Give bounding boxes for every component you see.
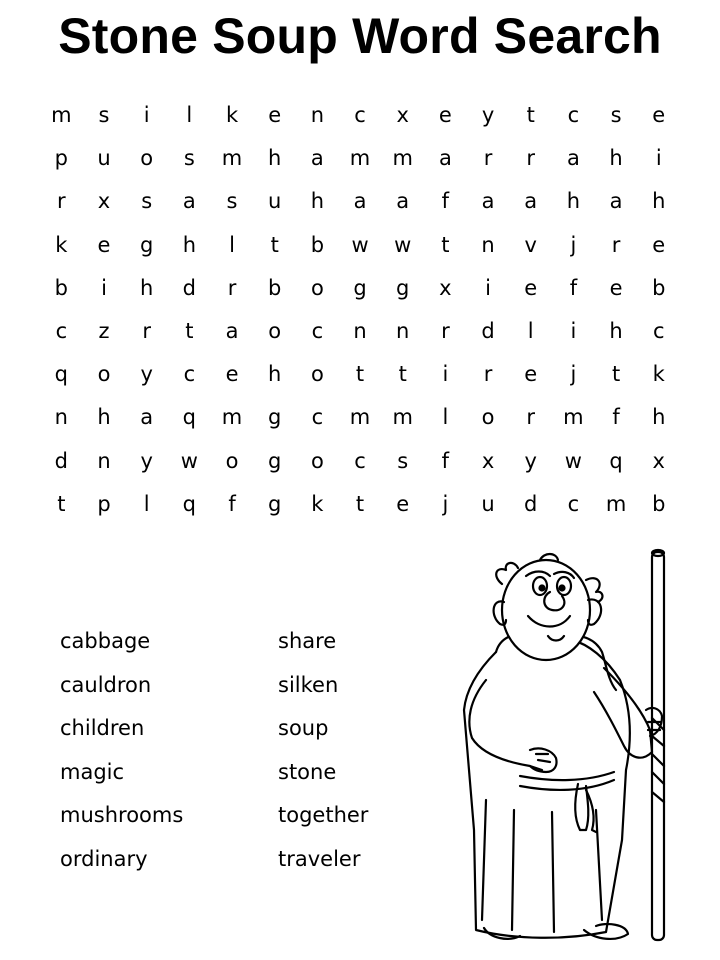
grid-letter: s: [610, 103, 622, 128]
grid-row: [40, 180, 680, 223]
grid-row: [40, 396, 680, 439]
grid-letter: m: [221, 146, 243, 171]
grid-letter: q: [182, 405, 197, 430]
grid-letter: i: [442, 362, 449, 387]
grid-letter: t: [270, 232, 279, 257]
grid-letter: d: [481, 319, 495, 344]
search-word: together: [278, 803, 369, 827]
grid-letter: h: [140, 275, 154, 300]
grid-letter: f: [441, 189, 450, 214]
grid-letter: i: [570, 319, 577, 344]
grid-letter: a: [182, 189, 196, 214]
grid-letter: e: [524, 275, 538, 300]
staff-drawing: [652, 550, 664, 940]
grid-letter: r: [483, 146, 493, 171]
grid-letter: f: [569, 275, 578, 300]
grid-letter: r: [526, 405, 536, 430]
grid-letter: d: [54, 448, 68, 473]
grid-letter: a: [310, 146, 324, 171]
grid-letter: t: [441, 232, 450, 257]
grid-letter: b: [652, 491, 666, 516]
search-word: ordinary: [60, 846, 148, 871]
grid-letter: e: [396, 491, 410, 516]
word-list-column-1: [60, 620, 183, 881]
grid-letter: h: [652, 189, 666, 214]
grid-letter: o: [140, 146, 154, 171]
letter-grid: [40, 94, 680, 526]
search-word: cabbage: [60, 629, 151, 653]
grid-letter: b: [310, 232, 325, 257]
grid-letter: d: [524, 491, 538, 516]
grid-letter: i: [655, 146, 662, 171]
grid-letter: p: [54, 146, 68, 171]
monk-illustration: [456, 540, 676, 950]
grid-letter: c: [55, 319, 68, 344]
grid-row: [40, 267, 680, 310]
grid-letter: e: [268, 103, 282, 128]
grid-letter: r: [526, 146, 536, 171]
grid-letter: a: [438, 146, 452, 171]
grid-letter: f: [441, 448, 450, 473]
grid-letter: l: [527, 319, 534, 344]
grid-letter: u: [481, 491, 495, 516]
grid-row: [40, 483, 680, 526]
grid-letter: h: [310, 189, 325, 214]
grid-letter: z: [98, 319, 110, 344]
grid-letter: q: [54, 362, 68, 387]
grid-letter: x: [481, 448, 495, 473]
grid-letter: g: [268, 405, 282, 430]
grid-letter: h: [97, 405, 111, 430]
grid-letter: c: [311, 319, 324, 344]
grid-letter: g: [268, 491, 282, 516]
grid-letter: t: [398, 362, 407, 387]
grid-row: [40, 94, 680, 137]
grid-letter: y: [140, 362, 153, 387]
grid-letter: t: [57, 491, 66, 516]
grid-letter: m: [349, 405, 371, 430]
grid-letter: g: [396, 275, 410, 300]
search-word: cauldron: [60, 672, 152, 697]
grid-letter: t: [611, 362, 621, 387]
search-word: magic: [60, 759, 125, 784]
grid-letter: e: [225, 362, 239, 387]
grid-letter: k: [225, 103, 239, 128]
grid-letter: k: [652, 362, 665, 387]
grid-letter: r: [57, 189, 66, 214]
grid-letter: o: [97, 362, 111, 387]
grid-letter: u: [97, 146, 111, 171]
grid-letter: m: [51, 103, 72, 128]
grid-letter: y: [481, 103, 495, 128]
grid-letter: j: [570, 232, 577, 257]
grid-letter: n: [396, 319, 410, 344]
grid-letter: i: [143, 103, 150, 128]
grid-letter: g: [268, 448, 282, 473]
grid-letter: n: [481, 232, 495, 257]
grid-letter: g: [140, 232, 154, 257]
grid-letter: o: [310, 362, 324, 387]
grid-letter: d: [182, 275, 197, 300]
grid-letter: o: [268, 319, 282, 344]
grid-letter: n: [310, 103, 325, 128]
grid-letter: q: [609, 448, 623, 473]
grid-letter: m: [392, 405, 413, 430]
grid-letter: g: [353, 275, 367, 300]
grid-letter: h: [268, 146, 282, 171]
grid-letter: w: [564, 448, 582, 473]
grid-letter: t: [355, 362, 365, 387]
grid-letter: a: [609, 189, 623, 214]
grid-letter: h: [268, 362, 282, 387]
search-word: silken: [278, 672, 339, 697]
grid-letter: c: [354, 103, 366, 128]
grid-letter: e: [652, 232, 666, 257]
grid-letter: j: [442, 491, 449, 516]
grid-letter: o: [225, 448, 239, 473]
grid-letter: e: [438, 103, 452, 128]
word-list-column-2: [278, 620, 368, 881]
grid-letter: e: [609, 275, 623, 300]
grid-letter: b: [54, 275, 68, 300]
grid-letter: c: [567, 103, 580, 128]
grid-letter: s: [98, 103, 110, 128]
grid-letter: x: [396, 103, 409, 128]
grid-letter: a: [566, 146, 580, 171]
search-word: traveler: [278, 846, 361, 871]
grid-letter: h: [652, 405, 666, 430]
grid-letter: r: [483, 362, 493, 387]
grid-letter: a: [140, 405, 154, 430]
search-word: share: [278, 629, 337, 653]
grid-letter: x: [97, 189, 111, 214]
grid-letter: m: [605, 491, 627, 516]
grid-letter: c: [311, 405, 324, 430]
search-word: children: [60, 716, 145, 740]
grid-letter: c: [183, 362, 196, 387]
grid-letter: s: [397, 448, 409, 473]
grid-letter: r: [227, 275, 237, 300]
grid-letter: r: [142, 319, 151, 344]
grid-letter: c: [354, 448, 366, 473]
grid-letter: u: [268, 189, 282, 214]
grid-letter: o: [481, 405, 495, 430]
robe-drawing: [464, 635, 662, 939]
grid-letter: t: [355, 491, 365, 516]
grid-letter: t: [526, 103, 535, 128]
grid-letter: e: [524, 362, 538, 387]
search-word: stone: [278, 759, 337, 784]
grid-letter: c: [652, 319, 665, 344]
grid-letter: w: [394, 232, 412, 257]
grid-letter: x: [652, 448, 665, 473]
grid-letter: b: [268, 275, 282, 300]
grid-letter: s: [141, 189, 153, 214]
grid-letter: m: [563, 405, 584, 430]
grid-letter: r: [611, 232, 621, 257]
grid-letter: a: [524, 189, 538, 214]
grid-letter: e: [652, 103, 666, 128]
grid-row: [40, 353, 680, 396]
grid-letter: h: [609, 319, 623, 344]
grid-letter: a: [396, 189, 410, 214]
grid-letter: h: [566, 189, 581, 214]
grid-letter: y: [140, 448, 153, 473]
grid-row: [40, 310, 680, 353]
grid-letter: o: [310, 275, 324, 300]
face-drawing: [494, 554, 603, 660]
search-word: mushrooms: [60, 803, 184, 827]
grid-letter: s: [183, 146, 195, 171]
grid-letter: t: [185, 319, 194, 344]
grid-letter: i: [485, 275, 491, 300]
grid-letter: b: [652, 275, 666, 300]
grid-letter: s: [226, 189, 238, 214]
grid-row: [40, 224, 680, 267]
grid-letter: i: [101, 275, 107, 300]
grid-letter: m: [392, 146, 413, 171]
grid-letter: l: [186, 103, 193, 128]
grid-letter: l: [229, 232, 235, 257]
grid-letter: m: [349, 146, 371, 171]
grid-letter: h: [609, 146, 623, 171]
grid-letter: h: [182, 232, 196, 257]
grid-letter: f: [228, 491, 236, 516]
grid-letter: l: [442, 405, 449, 430]
grid-letter: a: [353, 189, 367, 214]
grid-letter: a: [481, 189, 495, 214]
grid-letter: n: [97, 448, 111, 473]
grid-letter: w: [180, 448, 198, 473]
search-word: soup: [278, 716, 329, 740]
grid-letter: k: [55, 232, 68, 257]
grid-letter: m: [221, 405, 243, 430]
grid-letter: x: [439, 275, 452, 300]
grid-letter: o: [310, 448, 324, 473]
grid-letter: r: [441, 319, 450, 344]
grid-letter: v: [524, 232, 537, 257]
grid-letter: w: [351, 232, 369, 257]
grid-letter: n: [54, 405, 68, 430]
grid-letter: q: [182, 491, 197, 516]
grid-letter: p: [97, 491, 111, 516]
page-title: Stone Soup Word Search: [58, 8, 662, 64]
grid-row: [40, 440, 680, 483]
grid-letter: j: [570, 362, 577, 387]
grid-letter: n: [353, 319, 367, 344]
grid-letter: y: [524, 448, 537, 473]
grid-letter: a: [225, 319, 239, 344]
grid-letter: c: [567, 491, 580, 516]
grid-letter: f: [612, 405, 620, 430]
grid-row: [40, 137, 680, 180]
grid-letter: l: [143, 491, 150, 516]
grid-letter: e: [97, 232, 111, 257]
grid-letter: k: [311, 491, 324, 516]
